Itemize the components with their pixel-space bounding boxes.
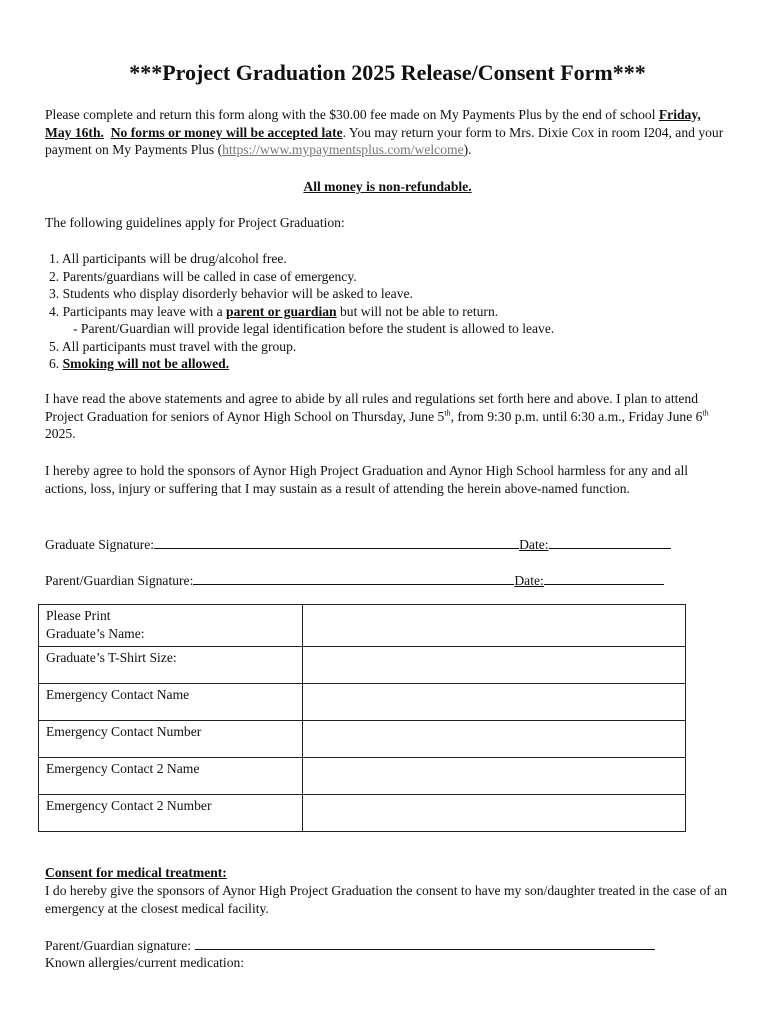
parent-date-label: Date: bbox=[514, 573, 544, 588]
no-late-notice: No forms or money will be accepted late bbox=[110, 124, 343, 140]
agreement-paragraph bbox=[45, 390, 730, 443]
parent-signature-line[interactable] bbox=[193, 571, 514, 585]
rule-4-sub: - Parent/Guardian will provide legal identification before the student is allowed to leave. bbox=[73, 321, 555, 336]
guidelines-list bbox=[49, 250, 554, 373]
agreement-text-2: , from 9:30 p.m. until 6:30 a.m., Friday June 6 bbox=[450, 408, 703, 424]
parent-consent-signature-row bbox=[45, 936, 655, 955]
rule-3: 3. Students who display disorderly behavior will be asked to leave. bbox=[49, 286, 413, 301]
parent-date-line[interactable] bbox=[544, 571, 664, 585]
payments-link[interactable]: https://www.mypaymentsplus.com/welcome bbox=[222, 142, 464, 157]
deadline-text: Friday, May 16th. bbox=[45, 107, 701, 140]
tshirt-size-field[interactable] bbox=[303, 647, 686, 684]
graduate-signature-label: Graduate Signature: bbox=[45, 537, 155, 552]
graduate-name-field[interactable] bbox=[303, 605, 686, 647]
superscript-th-1: th bbox=[444, 407, 451, 417]
agreement-text-3: 2025. bbox=[45, 426, 76, 441]
emergency-contact-name-label: Emergency Contact Name bbox=[39, 684, 303, 721]
rule-6-number: 6. bbox=[49, 356, 63, 371]
table-row bbox=[39, 684, 686, 721]
emergency-contact-number-field[interactable] bbox=[303, 721, 686, 758]
please-print-label: Please Print bbox=[46, 608, 111, 623]
rule-4-emphasis: parent or guardian bbox=[226, 303, 337, 319]
tshirt-size-label: Graduate’s T-Shirt Size: bbox=[39, 647, 303, 684]
rule-5: 5. All participants must travel with the group. bbox=[49, 338, 297, 354]
table-row bbox=[39, 721, 686, 758]
graduate-signature-row bbox=[45, 535, 671, 554]
emergency-contact-2-name-field[interactable] bbox=[303, 758, 686, 795]
rule-2: 2. Parents/guardians will be called in case of emergency. bbox=[49, 268, 357, 284]
table-row bbox=[39, 605, 686, 647]
guidelines-intro: The following guidelines apply for Project Graduation: bbox=[45, 215, 345, 230]
allergies-label: Known allergies/current medication: bbox=[45, 955, 245, 970]
parent-signature-row bbox=[45, 571, 664, 590]
intro-text-2: . You may return your form to Mrs. Dixie Cox in room I204, and your payment on My Payments Plus ( bbox=[45, 124, 724, 157]
parent-consent-signature-line[interactable] bbox=[195, 936, 655, 950]
parent-signature-label: Parent/Guardian Signature: bbox=[45, 573, 194, 588]
graduate-name-label-cell bbox=[39, 605, 303, 647]
medical-consent-heading: Consent for medical treatment: bbox=[45, 865, 227, 880]
graduate-date-line[interactable] bbox=[549, 535, 671, 549]
rule-1: 1. All participants will be drug/alcohol free. bbox=[49, 251, 287, 266]
rule-4 bbox=[49, 303, 554, 321]
agreement-text-1: I have read the above statements and agree to abide by all rules and regulations set forth here and above. I plan to attend Project Graduation for seniors of Aynor High School on Thursday, June 5 bbox=[45, 391, 699, 424]
emergency-contact-2-number-label: Emergency Contact 2 Number bbox=[39, 795, 303, 832]
emergency-contact-name-field[interactable] bbox=[303, 684, 686, 721]
superscript-th-2: th bbox=[702, 407, 709, 417]
emergency-contact-2-number-field[interactable] bbox=[303, 795, 686, 832]
non-refundable-notice: All money is non-refundable. bbox=[303, 179, 472, 194]
table-row bbox=[39, 758, 686, 795]
student-info-table bbox=[38, 604, 686, 832]
intro-text-1: Please complete and return this form along with the $30.00 fee made on My Payments Plus by the end of school bbox=[45, 107, 656, 122]
rule-4-text-a: 4. Participants may leave with a bbox=[49, 303, 227, 319]
emergency-contact-2-name-label: Emergency Contact 2 Name bbox=[39, 758, 303, 795]
rule-4-text-c: but will not be able to return. bbox=[336, 303, 499, 319]
emergency-contact-number-label: Emergency Contact Number bbox=[39, 721, 303, 758]
rule-6-text: Smoking will not be allowed. bbox=[62, 356, 230, 371]
intro-paragraph bbox=[45, 106, 730, 159]
intro-text-3: ). bbox=[463, 142, 472, 157]
table-row bbox=[39, 647, 686, 684]
parent-consent-signature-label: Parent/Guardian signature: bbox=[45, 938, 195, 953]
graduate-date-label: Date: bbox=[519, 537, 549, 552]
graduate-signature-line[interactable] bbox=[154, 535, 519, 549]
form-title: ***Project Graduation 2025 Release/Consent Form*** bbox=[129, 60, 646, 85]
harmless-paragraph: I hereby agree to hold the sponsors of Aynor High Project Graduation and Aynor High School harmless for any and all actions, loss, injury or suffering that I may sustain as a result of attending the herein above-named function. bbox=[45, 463, 689, 496]
table-row bbox=[39, 795, 686, 832]
medical-consent-text: I do hereby give the sponsors of Aynor High Project Graduation the consent to have my son/daughter treated in the case of an emergency at the closest medical facility. bbox=[45, 883, 728, 916]
graduate-name-label: Graduate’s Name: bbox=[46, 625, 145, 641]
rule-6 bbox=[49, 355, 554, 373]
